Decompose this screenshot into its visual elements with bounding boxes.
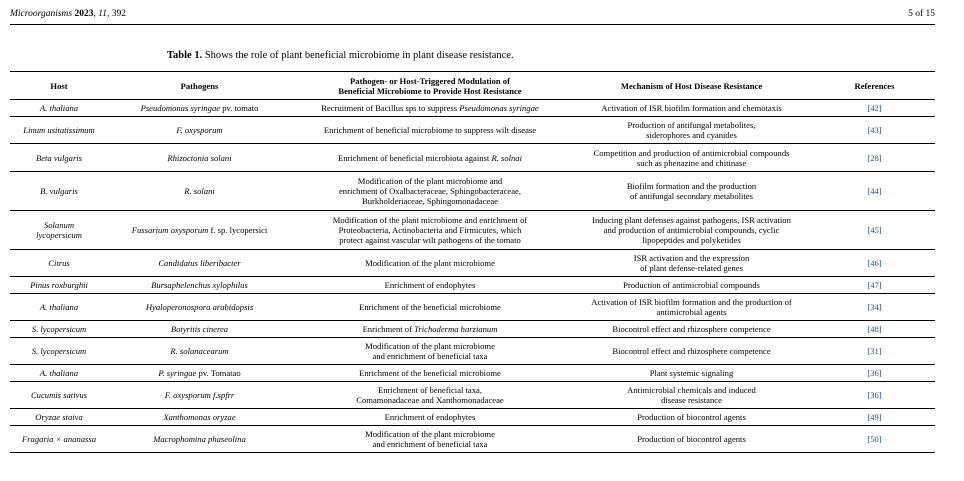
reference-link[interactable]: [47]: [814, 277, 935, 294]
table-row: [10, 277, 935, 294]
pathogen-cell: F. oxysporum: [108, 117, 291, 144]
mechanism-cell: Biocontrol effect and rhizosphere competence: [569, 321, 814, 338]
table-row: [10, 321, 935, 338]
results-table: [10, 71, 935, 453]
host-cell: A. thaliana: [10, 294, 108, 321]
table-row: [10, 365, 935, 382]
reference-link[interactable]: [36]: [814, 382, 935, 409]
modulation-cell: Enrichment of beneficial microbiome to suppress wilt disease: [291, 117, 569, 144]
table-row: [10, 211, 935, 250]
table-caption: [167, 50, 514, 61]
pathogen-cell: Hyaloperonospora arabidopsis: [108, 294, 291, 321]
table-row: [10, 144, 935, 172]
reference-link[interactable]: [36]: [814, 365, 935, 382]
mechanism-cell: Competition and production of antimicrobial compounds such as phenazine and chitinase: [569, 144, 814, 172]
journal-volume: 11: [98, 9, 108, 19]
reference-link[interactable]: [49]: [814, 409, 935, 426]
mechanism-cell: Biocontrol effect and rhizosphere competence: [569, 338, 814, 365]
pathogen-cell: Macrophomina phaseolina: [108, 426, 291, 453]
table-row: [10, 382, 935, 409]
pathogen-cell: Candidatus liberibacter: [108, 250, 291, 277]
pathogen-cell: P. syringae pv. Tomatao: [108, 365, 291, 382]
modulation-cell: Enrichment of the beneficial microbiome: [291, 294, 569, 321]
table-row: [10, 100, 935, 117]
host-cell: Fragaria × ananassa: [10, 426, 108, 453]
host-cell: Beta vulgaris: [10, 144, 108, 172]
column-header-mechanism: Mechanism of Host Disease Resistance: [569, 72, 814, 100]
column-header-references: References: [814, 72, 935, 100]
table-row: [10, 250, 935, 277]
pathogen-cell: Pseudomonas syringae pv. tomato: [108, 100, 291, 117]
host-cell: B. vulgaris: [10, 172, 108, 211]
modulation-cell: Enrichment of Trichoderma harzianum: [291, 321, 569, 338]
pathogen-cell: Botyritis cinerea: [108, 321, 291, 338]
modulation-cell: Modification of the plant microbiome and enrichment of Proteobacteria, Actinobacteria and Firmicutes, which protect against vascular wilt pathogens of the tomato: [291, 211, 569, 250]
reference-link[interactable]: [42]: [814, 100, 935, 117]
journal-citation: Microorganisms 2023, 11, 392: [10, 9, 127, 19]
running-header: [10, 6, 935, 25]
mechanism-cell: Inducing plant defenses against pathogens, ISR activation and production of antimicrobial compounds, cyclic lipopeptides and polyketides: [569, 211, 814, 250]
modulation-cell: Modification of the plant microbiome and enrichment of beneficial taxa: [291, 338, 569, 365]
mechanism-cell: Production of biocontrol agents: [569, 409, 814, 426]
modulation-cell: Enrichment of endophytes: [291, 409, 569, 426]
page-number: 5 of 15: [908, 9, 935, 19]
pathogen-cell: Xanthomonas oryzae: [108, 409, 291, 426]
pathogen-cell: F. oxysporum f.spfrr: [108, 382, 291, 409]
modulation-cell: Enrichment of beneficial taxa, Comamonadaceae and Xanthomonadaceae: [291, 382, 569, 409]
journal-name: Microorganisms: [10, 9, 73, 19]
host-cell: Linum usitatissimum: [10, 117, 108, 144]
mechanism-cell: ISR activation and the expression of plant defense-related genes: [569, 250, 814, 277]
table-header-row: [10, 72, 935, 100]
mechanism-cell: Antimicrobial chemicals and induced disease resistance: [569, 382, 814, 409]
host-cell: Pinus roxburghii: [10, 277, 108, 294]
reference-link[interactable]: [28]: [814, 144, 935, 172]
modulation-cell: Enrichment of the beneficial microbiome: [291, 365, 569, 382]
table-row: [10, 294, 935, 321]
table-row: [10, 117, 935, 144]
modulation-cell: Enrichment of endophytes: [291, 277, 569, 294]
reference-link[interactable]: [50]: [814, 426, 935, 453]
pathogen-cell: Rhizoctonia solani: [108, 144, 291, 172]
modulation-cell: Modification of the plant microbiome and enrichment of Oxalbacteraceae, Sphingobacteraceae, Burkholderiaceae, Sphingomonadaceae: [291, 172, 569, 211]
pathogen-cell: R. solanacearum: [108, 338, 291, 365]
host-cell: Oryzae staiva: [10, 409, 108, 426]
host-cell: A. thaliana: [10, 365, 108, 382]
table-label: Table 1.: [167, 50, 203, 61]
reference-link[interactable]: [34]: [814, 294, 935, 321]
reference-link[interactable]: [48]: [814, 321, 935, 338]
modulation-cell: Modification of the plant microbiome and enrichment of beneficial taxa: [291, 426, 569, 453]
reference-link[interactable]: [45]: [814, 211, 935, 250]
journal-issue: 392: [111, 9, 127, 19]
host-cell: S. lycopersicum: [10, 321, 108, 338]
modulation-cell: Enrichment of beneficial microbiota against R. solnai: [291, 144, 569, 172]
host-cell: Citrus: [10, 250, 108, 277]
modulation-cell: Modification of the plant microbiome: [291, 250, 569, 277]
table-body: [10, 100, 935, 453]
mechanism-cell: Production of antifungal metabolites, siderophores and cyanides: [569, 117, 814, 144]
mechanism-cell: Biofilm formation and the production of antifungal secondary metabolites: [569, 172, 814, 211]
modulation-cell: Recruitment of Bacillus sps to suppress Pseudomonas syringae: [291, 100, 569, 117]
table-caption-text: Shows the role of plant beneficial microbiome in plant disease resistance.: [202, 50, 514, 61]
host-cell: A. thaliana: [10, 100, 108, 117]
mechanism-cell: Activation of ISR biofilm formation and chemotaxis: [569, 100, 814, 117]
journal-year: 2023: [74, 9, 94, 19]
reference-link[interactable]: [44]: [814, 172, 935, 211]
host-cell: Cucumis sativus: [10, 382, 108, 409]
column-header-pathogens: Pathogens: [108, 72, 291, 100]
table-row: [10, 409, 935, 426]
pathogen-cell: R. solani: [108, 172, 291, 211]
pathogen-cell: Bursaphelenchus xylophilus: [108, 277, 291, 294]
mechanism-cell: Production of biocontrol agents: [569, 426, 814, 453]
mechanism-cell: Plant systemic signaling: [569, 365, 814, 382]
mechanism-cell: Activation of ISR biofilm formation and the production of antimicrobial agents: [569, 294, 814, 321]
reference-link[interactable]: [43]: [814, 117, 935, 144]
column-header-modulation: Pathogen- or Host-Triggered Modulation of Beneficial Microbiome to Provide Host Resistance: [291, 72, 569, 100]
reference-link[interactable]: [46]: [814, 250, 935, 277]
table-row: [10, 172, 935, 211]
pathogen-cell: Fussarium oxysporum f. sp. lycopersici: [108, 211, 291, 250]
column-header-host: Host: [10, 72, 108, 100]
table-row: [10, 338, 935, 365]
table-row: [10, 426, 935, 453]
mechanism-cell: Production of antimicrobial compounds: [569, 277, 814, 294]
host-cell: Solanum lycopersicum: [10, 211, 108, 250]
reference-link[interactable]: [31]: [814, 338, 935, 365]
host-cell: S. lycopersicum: [10, 338, 108, 365]
